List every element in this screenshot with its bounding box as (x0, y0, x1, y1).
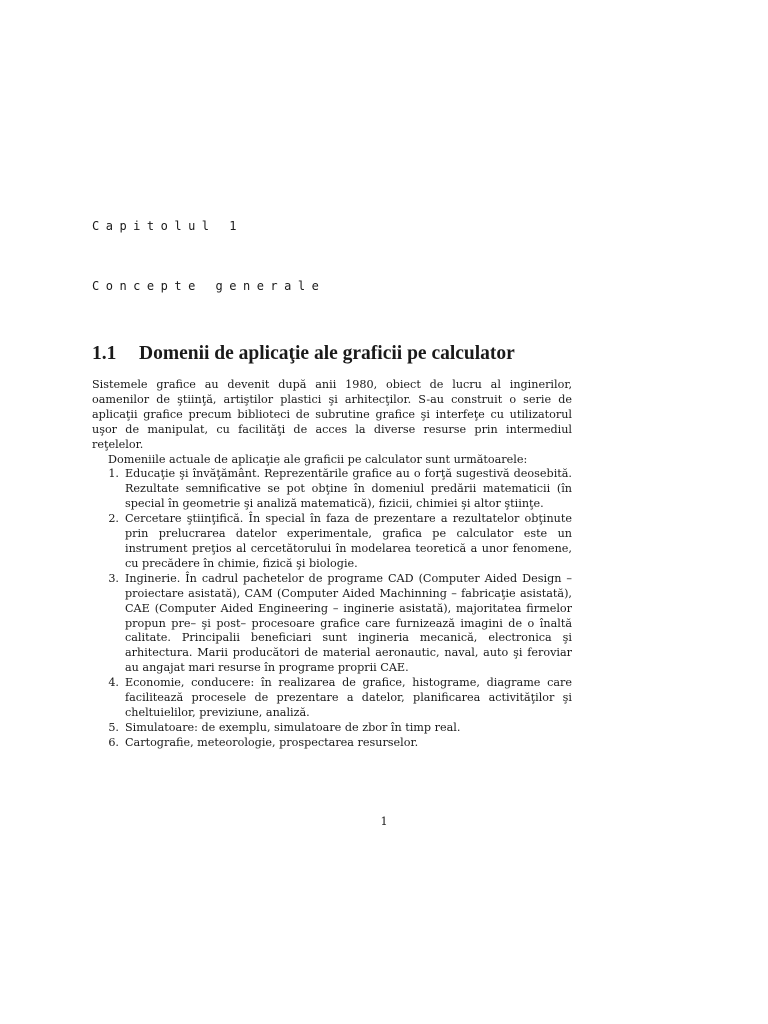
list-item (92, 721, 572, 736)
list-item-text: Economie, conducere: în realizarea de grafice, histograme, diagrame care facilitează procesele de prezentare a datelor, planificarea activităţilor şi cheltuielilor, previziune, analiză. (125, 676, 572, 719)
list-marker: 5. (108, 720, 119, 734)
list-marker: 6. (108, 735, 119, 749)
page-number: 1 (380, 815, 388, 828)
list-item-text: Cercetare ştiinţifică. În special în faza de prezentare a rezultatelor obţinute prin prelucrarea datelor experimentale, grafica pe calculator este un instrument preţios al cercetătorului în modelarea teoretică a unor fenomene, cu precădere în chimie, fizică şi biologie. (125, 512, 572, 570)
list-item (92, 676, 572, 721)
body-text (92, 378, 572, 751)
section-heading (92, 343, 515, 365)
list-item-text: Inginerie. În cadrul pachetelor de programe CAD (Computer Aided Design – proiectare asistată), CAM (Computer Aided Machinning – fabricaţie asistată), CAE (Computer Aided Engineering – inginerie asistată), majoritatea firmelor propun pre– şi post– procesoare grafice care furnizează imagini de o înaltă calitate. Principalii beneficiari sunt ingineria mecanică, electronica şi arhitectura. Marii producători de material aeronautic, naval, auto şi feroviar au angajat mari resurse în programe proprii CAE. (125, 571, 572, 675)
list-marker: 4. (108, 676, 119, 690)
chapter-title: Concepte generale (92, 279, 326, 293)
list-item-text: Simulatoare: de exemplu, simulatoare de zbor în timp real. (125, 720, 461, 734)
list-item (92, 512, 572, 572)
list-item (92, 572, 572, 676)
list-item-text: Cartografie, meteorologie, prospectarea resurselor. (125, 735, 419, 749)
list-marker: 3. (108, 571, 119, 585)
section-title: Domenii de aplicaţie ale graficii pe calculator (139, 343, 515, 364)
domains-lead-paragraph: Domeniile actuale de aplicaţie ale graficii pe calculator sunt următoarele: (108, 452, 528, 466)
list-item (92, 467, 572, 512)
list-marker: 1. (108, 467, 119, 481)
section-number: 1.1 (92, 343, 117, 364)
chapter-label: Capitolul 1 (92, 219, 243, 233)
list-item-text: Educaţie şi învăţământ. Reprezentările grafice au o forţă sugestivă deosebită. Rezultate semnificative se pot obţine în domeniul predării matematicii (în special în geometrie şi analiză matematică), fizicii, chimiei şi altor ştiinţe. (125, 467, 572, 511)
intro-paragraph: Sistemele grafice au devenit după anii 1980, obiect de lucru al inginerilor, oamenilor de ştiinţă, artiştilor plastici şi arhitecţilor. S-au construit o serie de aplicaţii grafice precum biblioteci de subrutine grafice şi interfeţe cu utilizatorul uşor de manipulat, cu facilităţi de acces la diverse resurse prin intermediul reţelelor. (92, 378, 572, 451)
domains-list (92, 467, 572, 750)
list-marker: 2. (108, 512, 119, 526)
list-item (92, 736, 572, 751)
